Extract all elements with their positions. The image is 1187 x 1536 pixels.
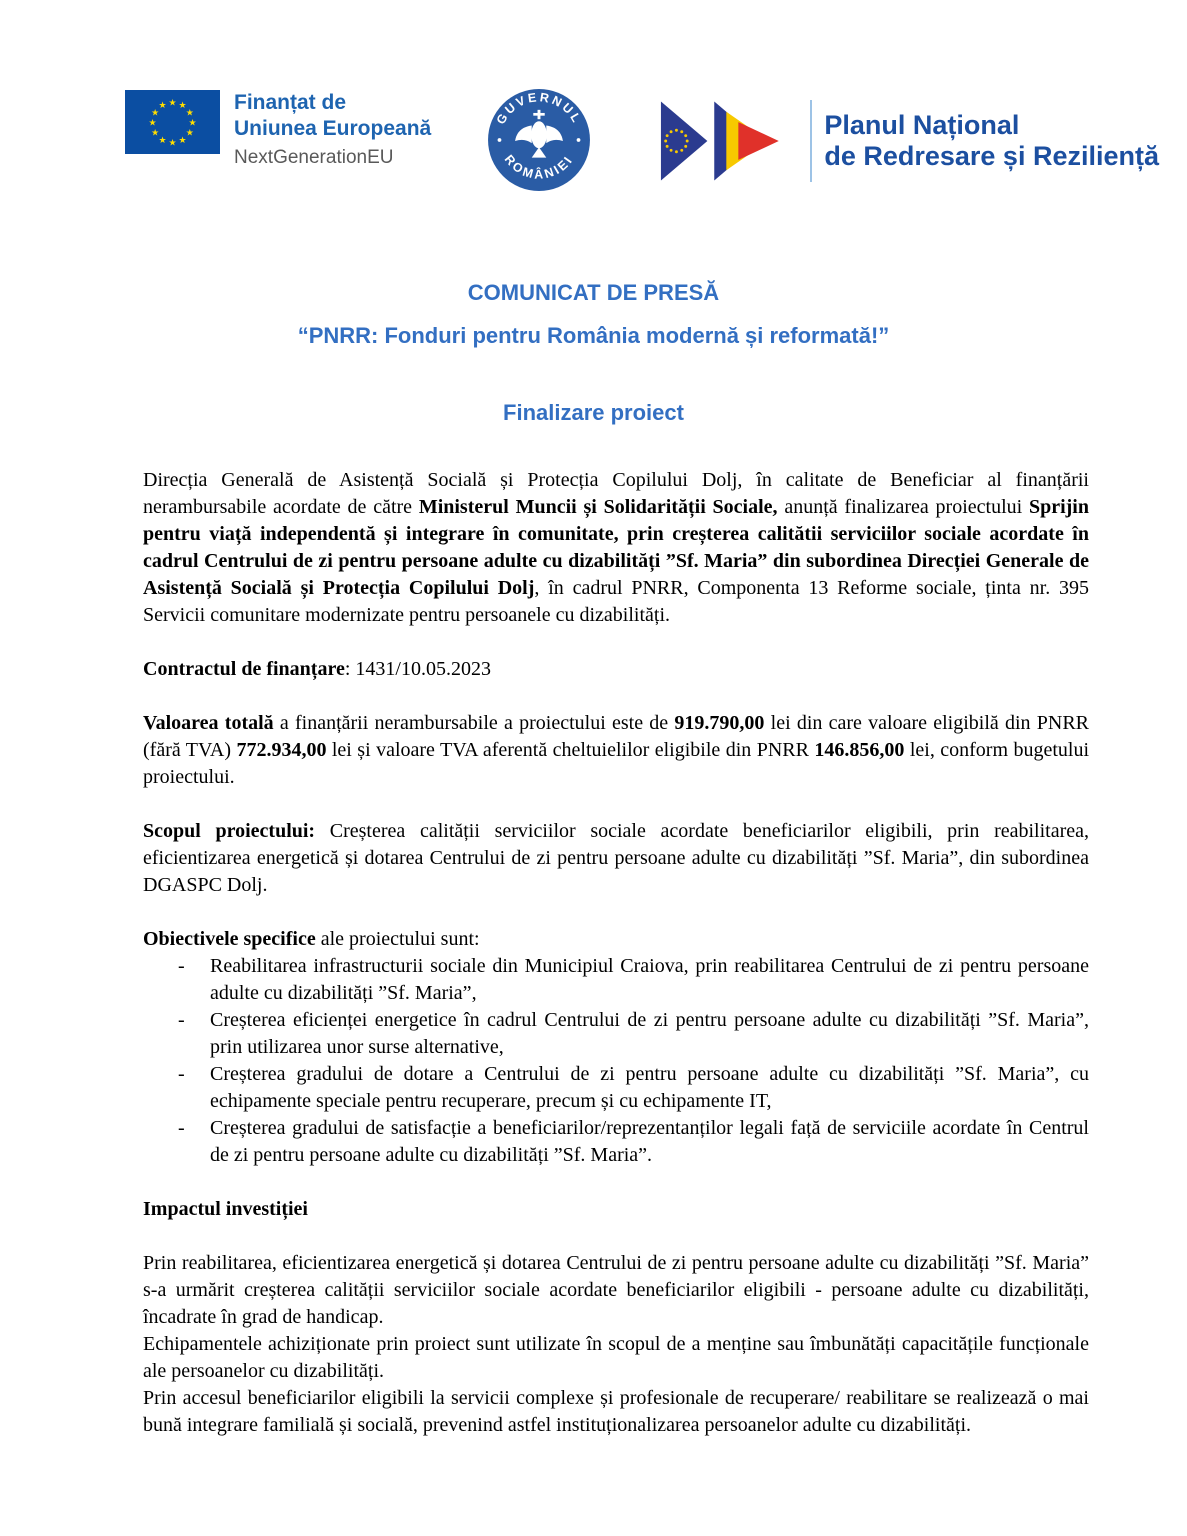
svg-text:★: ★: [178, 100, 187, 111]
pnrr-logo-text: [824, 110, 1159, 172]
svg-text:GUVERNUL: GUVERNUL: [493, 90, 585, 127]
paragraph-total-value: Valoarea totală a finanțării nerambursabile a proiectului este de 919.790,00 lei din care valoare eligibilă din PNRR (fără TVA) 772.934,00 lei și valoare TVA aferentă cheltuielilor eligibile din PNRR 146.856,00 lei, conform bugetului proiectului.: [143, 712, 1090, 788]
objective-item: - Reabilitarea infrastructurii sociale din Municipiul Craiova, prin reabilitarea Centrului de zi pentru persoane adulte cu dizabilități ”Sf. Maria”,: [143, 953, 1089, 1007]
objective-item: - Creșterea gradului de satisfacție a beneficiarilor/reprezentanților legali față de serviciile acordate în Centrul de zi pentru persoane adulte cu dizabilități ”Sf. Maria”.: [143, 1115, 1089, 1169]
document-title: COMUNICAT DE PRESĂ: [467, 280, 720, 305]
paragraph-impact-3: Prin accesul beneficiarilor eligibili la servicii complexe și profesionale de recuperare/ reabilitare se realizează o mai bună integrare familială și socială, prevenind astfel instituționalizarea persoanelor adulte cu dizabilități.: [143, 1387, 1089, 1436]
svg-text:★: ★: [151, 127, 160, 138]
eu-logo-line1: Finanțat de: [234, 91, 347, 114]
svg-text:★: ★: [151, 107, 160, 118]
pnrr-logo-line1: Planul Național: [824, 110, 1020, 140]
paragraph-scope: Scopul proiectului: Creșterea calității serviciilor sociale acordate beneficiarilor eligibili, prin reabilitarea, eficientizarea energetică și dotarea Centrului de zi pentru persoane adulte cu dizabilități ”Sf. Maria”, din subordinea DGASPC Dolj.: [143, 820, 1089, 896]
pnrr-logo: [646, 98, 1159, 184]
title-block: [0, 280, 1187, 426]
eu-funding-logo: [125, 90, 431, 171]
objective-item: - Creșterea eficienței energetice în cadrul Centrului de zi pentru persoane adulte cu dizabilități ”Sf. Maria”, prin utilizarea unor surse alternative,: [143, 1007, 1089, 1061]
objective-item: - Creșterea gradului de dotare a Centrului de zi pentru persoane adulte cu dizabilități ”Sf. Maria”, cu echipamente speciale pentru recuperare, precum și cu echipamente IT,: [143, 1061, 1089, 1115]
pnrr-triangles-icon: [646, 98, 798, 184]
paragraph-impact-2: Echipamentele achiziționate prin proiect sunt utilizate în scopul de a menține sau îmbunătăți capacitățile funcționale ale persoanelor cu dizabilități.: [143, 1333, 1089, 1382]
impact-heading: Impactul investiției: [143, 1198, 308, 1220]
svg-text:★: ★: [158, 134, 167, 145]
eu-logo-line2: Uniunea Europeană: [234, 117, 432, 140]
pnrr-logo-line2: de Redresare și Reziliență: [824, 141, 1159, 171]
section-heading: Finalizare proiect: [503, 400, 684, 425]
paragraph-intro: Direcția Generală de Asistență Socială și Protecția Copilului Dolj, în calitate de Beneficiar al finanțării nerambursabile acordate de către Ministerul Muncii și Solidarității Sociale, anunță finalizarea proiectului Sprijin pentru viață independentă și integrare în comunitate, prin creșterea calitătii serviciilor sociale acordate în cadrul Centrului de zi pentru persoane adulte cu dizabilități ”Sf. Maria” din subordinea Direcției Generale de Asistență Socială și Protecția Copilului Dolj, în cadrul PNRR, Componenta 13 Reforme sociale, ținta nr. 395 Servicii comunitare modernizate pentru persoanele cu dizabilități.: [143, 469, 1089, 626]
eu-logo-text: [234, 90, 431, 171]
paragraph-impact-1: Prin reabilitarea, eficientizarea energetică și dotarea Centrului de zi pentru persoane adulte cu dizabilități ”Sf. Maria” s-a urmărit creșterea calității serviciilor sociale acordate beneficiarilor eligibili - persoane adulte cu dizabilități, încadrate în grad de handicap.: [143, 1252, 1089, 1328]
pnrr-divider: [810, 100, 812, 182]
document-subtitle: “PNRR: Fonduri pentru România modernă și reformată!”: [297, 323, 890, 348]
svg-text:★: ★: [188, 117, 197, 128]
document-body: [0, 426, 1187, 1439]
paragraph-objectives-lead: Obiectivele specifice ale proiectului sunt:: [143, 928, 480, 950]
svg-text:★: ★: [185, 107, 194, 118]
svg-text:★: ★: [178, 134, 187, 145]
eu-logo-line3: NextGenerationEU: [234, 147, 394, 168]
svg-text:★: ★: [168, 97, 177, 108]
romanian-government-seal-icon: [487, 88, 591, 192]
logo-header: [0, 0, 1187, 196]
svg-text:★: ★: [148, 117, 157, 128]
svg-text:★: ★: [158, 100, 167, 111]
eu-flag-icon: [125, 90, 220, 154]
svg-text:ROMÂNIEI: ROMÂNIEI: [501, 152, 577, 182]
svg-text:★: ★: [185, 127, 194, 138]
paragraph-contract: Contractul de finanțare: 1431/10.05.2023: [143, 658, 491, 680]
objectives-list: [143, 953, 1089, 1169]
svg-text:★: ★: [168, 137, 177, 148]
